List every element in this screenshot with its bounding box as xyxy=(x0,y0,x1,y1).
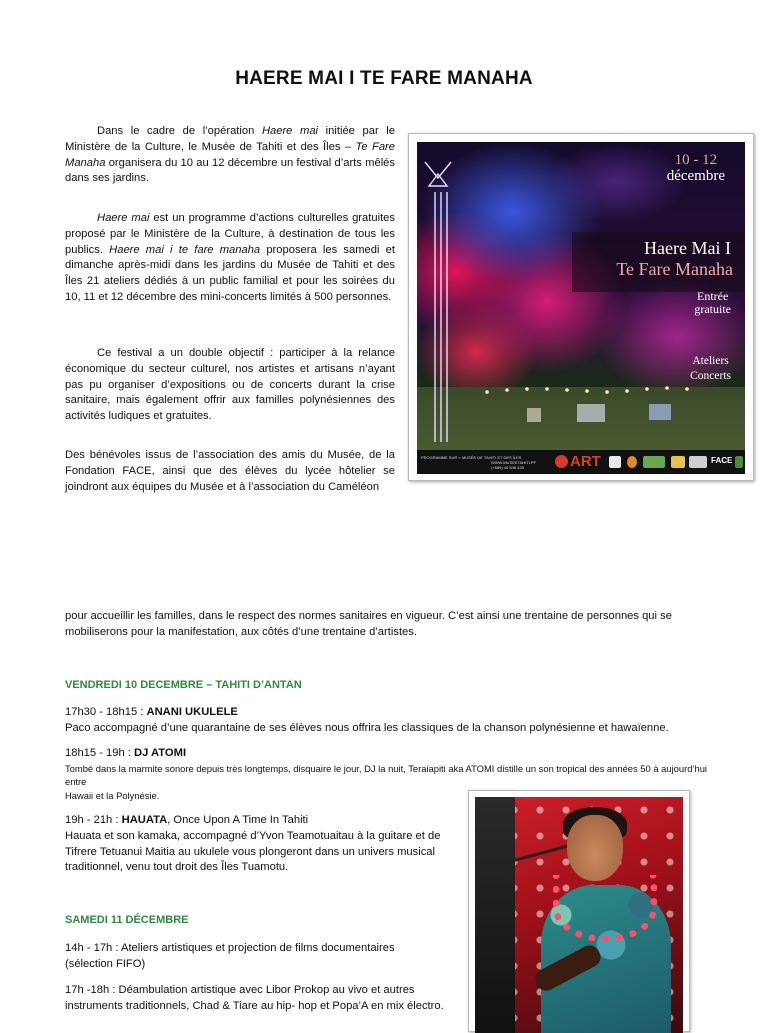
art-logo: ART xyxy=(570,453,601,470)
intro-paragraph-4: Des bénévoles issus de l’association des amis du Musée, de la Fondation FACE, ainsi que des élèves du lycée hôtelier se joindront aux équipes du Musée et à l’association du Caméléon xyxy=(65,449,395,493)
sponsor-logo-icon xyxy=(735,456,743,468)
sponsor-logo-icon xyxy=(627,456,637,468)
poster-title-line2: Te Fare Manaha xyxy=(616,259,733,279)
festival-poster xyxy=(408,133,754,481)
saturday-event-2: 17h -18h : Déambulation artistique avec Libor Prokop au vivo et autres instruments traditionnels, Chad & Tiare au hip- hop et Popa’A en mix électro. xyxy=(65,984,444,1012)
polynesia-emblem-icon xyxy=(555,455,568,468)
sponsor-logo-icon xyxy=(671,456,685,468)
poster-activities: Ateliers Concerts xyxy=(690,355,731,382)
poster-footer xyxy=(417,450,745,474)
intro-paragraph-1: Dans le cadre de l’opération Haere mai initiée par le Ministère de la Culture, le Musée de Tahiti et des Îles – Te Fare Manaha organisera du 10 au 12 décembre un festival d’arts mêlés dans ses jardins. xyxy=(65,125,395,185)
intro-paragraph-3: Ce festival a un double objectif : participer à la relance économique du secteur culturel, nos artistes et artisans n’ayant pas pu organiser d’expositions ou de concerts durant la crise sanitaire, mais également offrir aux familles polynésiennes des activités ludiques et gratuites. xyxy=(65,347,395,423)
musician-photo xyxy=(468,790,690,1032)
musician-photo-image xyxy=(475,797,683,1033)
sponsor-logo-icon xyxy=(689,456,707,468)
friday-event-3: 19h - 21h : HAUATA, Once Upon A Time In Tahiti Hauata et son kamaka, accompagné d’Yvon Teamotuaitau à la guitare et de Tifrere Tetuanui Maitia au ukulele vous plongeront dans un univers musical traditionnel, venu tout droit des Îles Tuamotu. xyxy=(65,814,441,874)
intro-paragraph-2: Haere mai est un programme d’actions culturelles gratuites proposé par le Ministère de la Culture, à destination de tous les publics. Haere mai i te fare manaha proposera les samedi et dimanche après-midi dans les jardins du Musée de Tahiti et des Îles 21 ateliers dédiés à un public familial et pour les soirées du 10, 11 et 12 décembre des mini-concerts limités à 500 personnes. xyxy=(65,212,395,303)
poster-date: 10 - 12 décembre xyxy=(666,152,725,184)
poster-title-line1: Haere Mai I xyxy=(644,238,731,258)
sponsor-logo-icon xyxy=(643,456,665,468)
facebook-icon: ● xyxy=(458,455,461,460)
document-title: HAERE MAI I TE FARE MANAHA xyxy=(235,68,533,89)
intro-paragraph-4-continued: pour accueillir les familles, dans le respect des normes sanitaires en vigueur. C’est ainsi une trentaine de personnes qui se mobiliserons pour la manifestation, aux côtés d’une trentaine d’artistes. xyxy=(65,610,672,638)
face-logo: FACE xyxy=(711,456,733,465)
friday-event-2: 18h15 - 19h : DJ ATOMI Tombé dans la marmite sonore depuis très longtemps, disquaire le jour, DJ la nuit, Teraiapiti aka ATOMI distille un son tropical des années 50 à aujourd’hui entre Hawaii et la Polynésie. xyxy=(65,747,708,801)
friday-heading: VENDREDI 10 DECEMBRE – TAHITI D’ANTAN xyxy=(65,679,302,691)
saturday-heading: SAMEDI 11 DÉCEMBRE xyxy=(65,914,189,926)
saturday-event-1: 14h - 17h : Ateliers artistiques et projection de films documentaires (sélection FIFO) xyxy=(65,942,395,970)
sponsor-logo-icon xyxy=(609,456,621,468)
poster-footer-info: PROGRAMME SUR ● MUSÉE DE TAHITI ET DES ÎLES WWW.MUSEETAHITI.PF (+689) 40 548 435 xyxy=(421,455,537,470)
poster-image xyxy=(417,142,745,450)
poster-free-entry: Entrée gratuite xyxy=(694,289,731,316)
friday-event-1: 17h30 - 18h15 : ANANI UKULELE Paco accompagné d’une quarantaine de ses élèves nous offrira les classiques de la chanson polynésienne et hawaïenne. xyxy=(65,706,669,734)
